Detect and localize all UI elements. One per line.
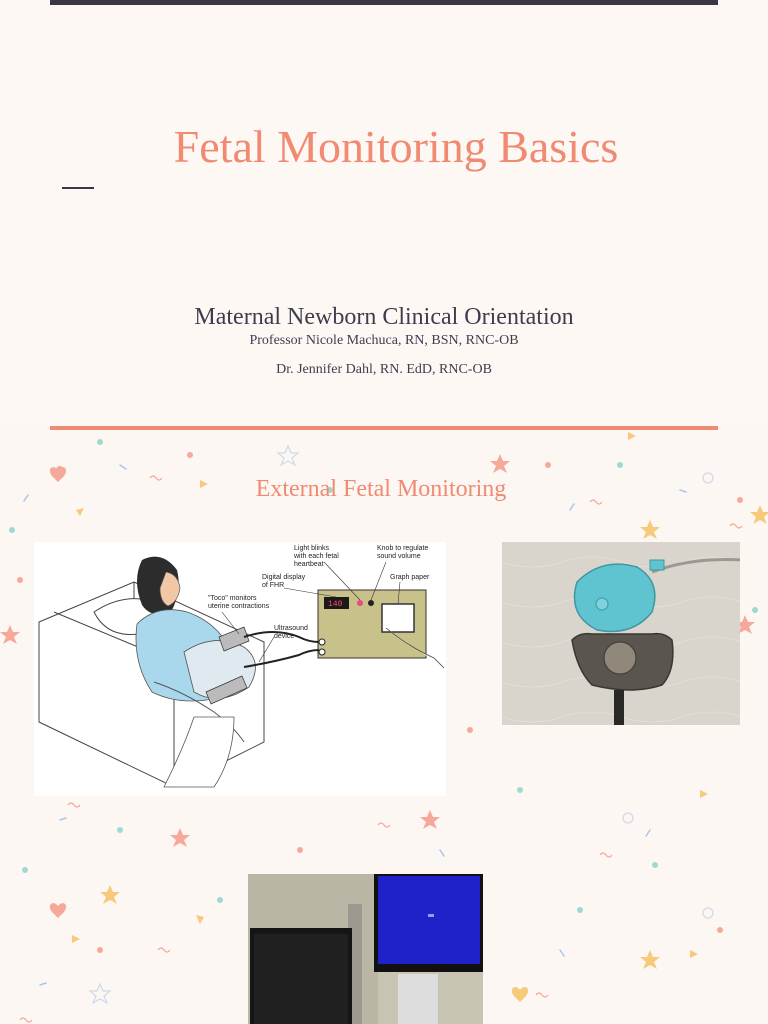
slide-subtitle: Maternal Newborn Clinical Orientation bbox=[194, 304, 574, 330]
title-slide bbox=[0, 0, 768, 428]
section-heading: External Fetal Monitoring bbox=[255, 476, 507, 502]
label-display-2: of FHR bbox=[262, 582, 285, 589]
label-knob-2: sound volume bbox=[377, 553, 421, 560]
label-display: Digital display bbox=[262, 574, 306, 581]
slide-title: Fetal Monitoring Basics bbox=[173, 121, 619, 172]
accent-dash bbox=[62, 187, 94, 189]
label-knob: Knob to regulate bbox=[377, 545, 429, 552]
monitor-photo bbox=[248, 874, 483, 1024]
top-bar bbox=[50, 0, 718, 5]
label-ultrasound: Ultrasound bbox=[274, 625, 308, 632]
label-toco-2: uterine contractions bbox=[208, 603, 270, 610]
label-light-3: heartbeat bbox=[294, 561, 324, 568]
author-line-1: Professor Nicole Machuca, RN, BSN, RNC-OB bbox=[249, 333, 519, 348]
efm-diagram-image bbox=[34, 542, 446, 796]
author-line-2: Dr. Jennifer Dahl, RN. EdD, RNC-OB bbox=[276, 362, 492, 377]
label-ultrasound-2: device bbox=[274, 633, 295, 640]
transducer-photo bbox=[502, 542, 740, 725]
label-light: Light blinks bbox=[294, 545, 330, 552]
label-light-2: with each fetal bbox=[294, 553, 339, 560]
fhr-display-value: 140 bbox=[328, 600, 343, 609]
label-graph: Graph paper bbox=[390, 574, 430, 581]
label-toco: "Toco" monitors bbox=[208, 595, 257, 602]
